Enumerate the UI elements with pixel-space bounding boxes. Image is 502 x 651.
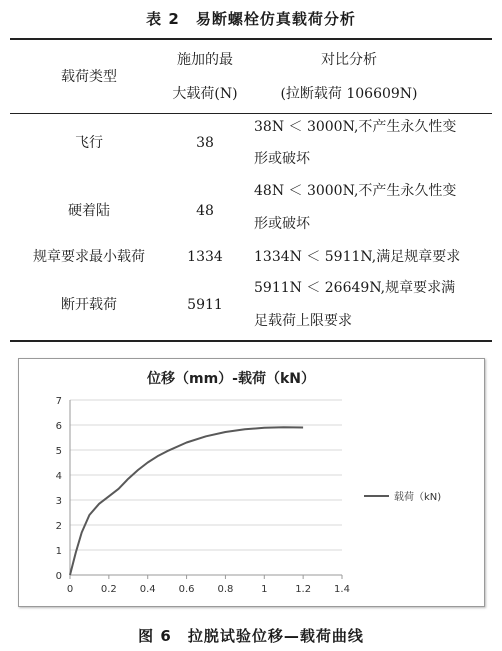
table-bottom-rule (10, 340, 492, 342)
row-flight-analysis-line1: 38N ＜ 3000N,不产生永久性变 (254, 119, 457, 135)
row-hard-landing-analysis-line2: 形或破坏 (254, 216, 310, 232)
row-min-reg-load-type: 规章要求最小载荷 (33, 249, 145, 265)
row-flight-type: 飞行 (75, 135, 103, 151)
x-tick-label: 0.2 (100, 584, 117, 595)
header-analysis-line2: (拉断载荷 106609N) (280, 86, 418, 102)
x-tick-label: 0.4 (139, 584, 156, 595)
chart-title: 位移（mm）-载荷（kN） (146, 371, 316, 387)
legend-label: 载荷（kN) (394, 492, 442, 503)
y-tick-label: 7 (55, 396, 62, 407)
row-break-load-analysis-line2: 足载荷上限要求 (254, 313, 352, 329)
y-tick-label: 3 (55, 496, 62, 507)
y-tick-label: 4 (55, 471, 62, 482)
row-break-load-load: 5911 (187, 297, 223, 313)
figure-caption: 图 6 拉脱试验位移—载荷曲线 (138, 627, 364, 645)
y-tick-label: 6 (55, 421, 62, 432)
row-flight-analysis-line2: 形或破坏 (254, 151, 310, 167)
header-load-type: 载荷类型 (61, 69, 117, 85)
x-tick-label: 0.6 (178, 584, 195, 595)
y-tick-label: 5 (55, 446, 62, 457)
row-hard-landing-type: 硬着陆 (68, 203, 110, 219)
row-min-reg-load-load: 1334 (187, 249, 223, 265)
table-top-rule (10, 38, 492, 40)
header-analysis-line1: 对比分析 (321, 52, 377, 68)
x-tick-label: 1.2 (295, 584, 312, 595)
row-break-load-type: 断开载荷 (61, 297, 117, 313)
header-max-load-line1: 施加的最 (177, 52, 233, 68)
row-hard-landing-analysis-line1: 48N ＜ 3000N,不产生永久性变 (254, 183, 457, 199)
x-tick-label: 1.4 (334, 584, 350, 595)
y-tick-label: 1 (55, 546, 62, 557)
x-tick-label: 0.8 (217, 584, 234, 595)
row-hard-landing-load: 48 (196, 203, 214, 219)
x-tick-label: 1 (261, 584, 268, 595)
header-max-load-line2: 大载荷(N) (172, 86, 238, 102)
y-tick-label: 0 (55, 571, 62, 582)
series-line-load (70, 427, 303, 575)
y-tick-label: 2 (55, 521, 62, 532)
row-break-load-analysis-line1: 5911N ＜ 26649N,规章要求满 (254, 280, 456, 296)
row-min-reg-load-analysis-line1: 1334N ＜ 5911N,满足规章要求 (254, 249, 461, 265)
chart-frame (18, 358, 485, 607)
x-tick-label: 0 (66, 584, 74, 595)
table-caption: 表 2 易断螺栓仿真载荷分析 (146, 10, 356, 28)
displacement-load-chart (19, 359, 484, 606)
row-flight-load: 38 (196, 135, 214, 151)
